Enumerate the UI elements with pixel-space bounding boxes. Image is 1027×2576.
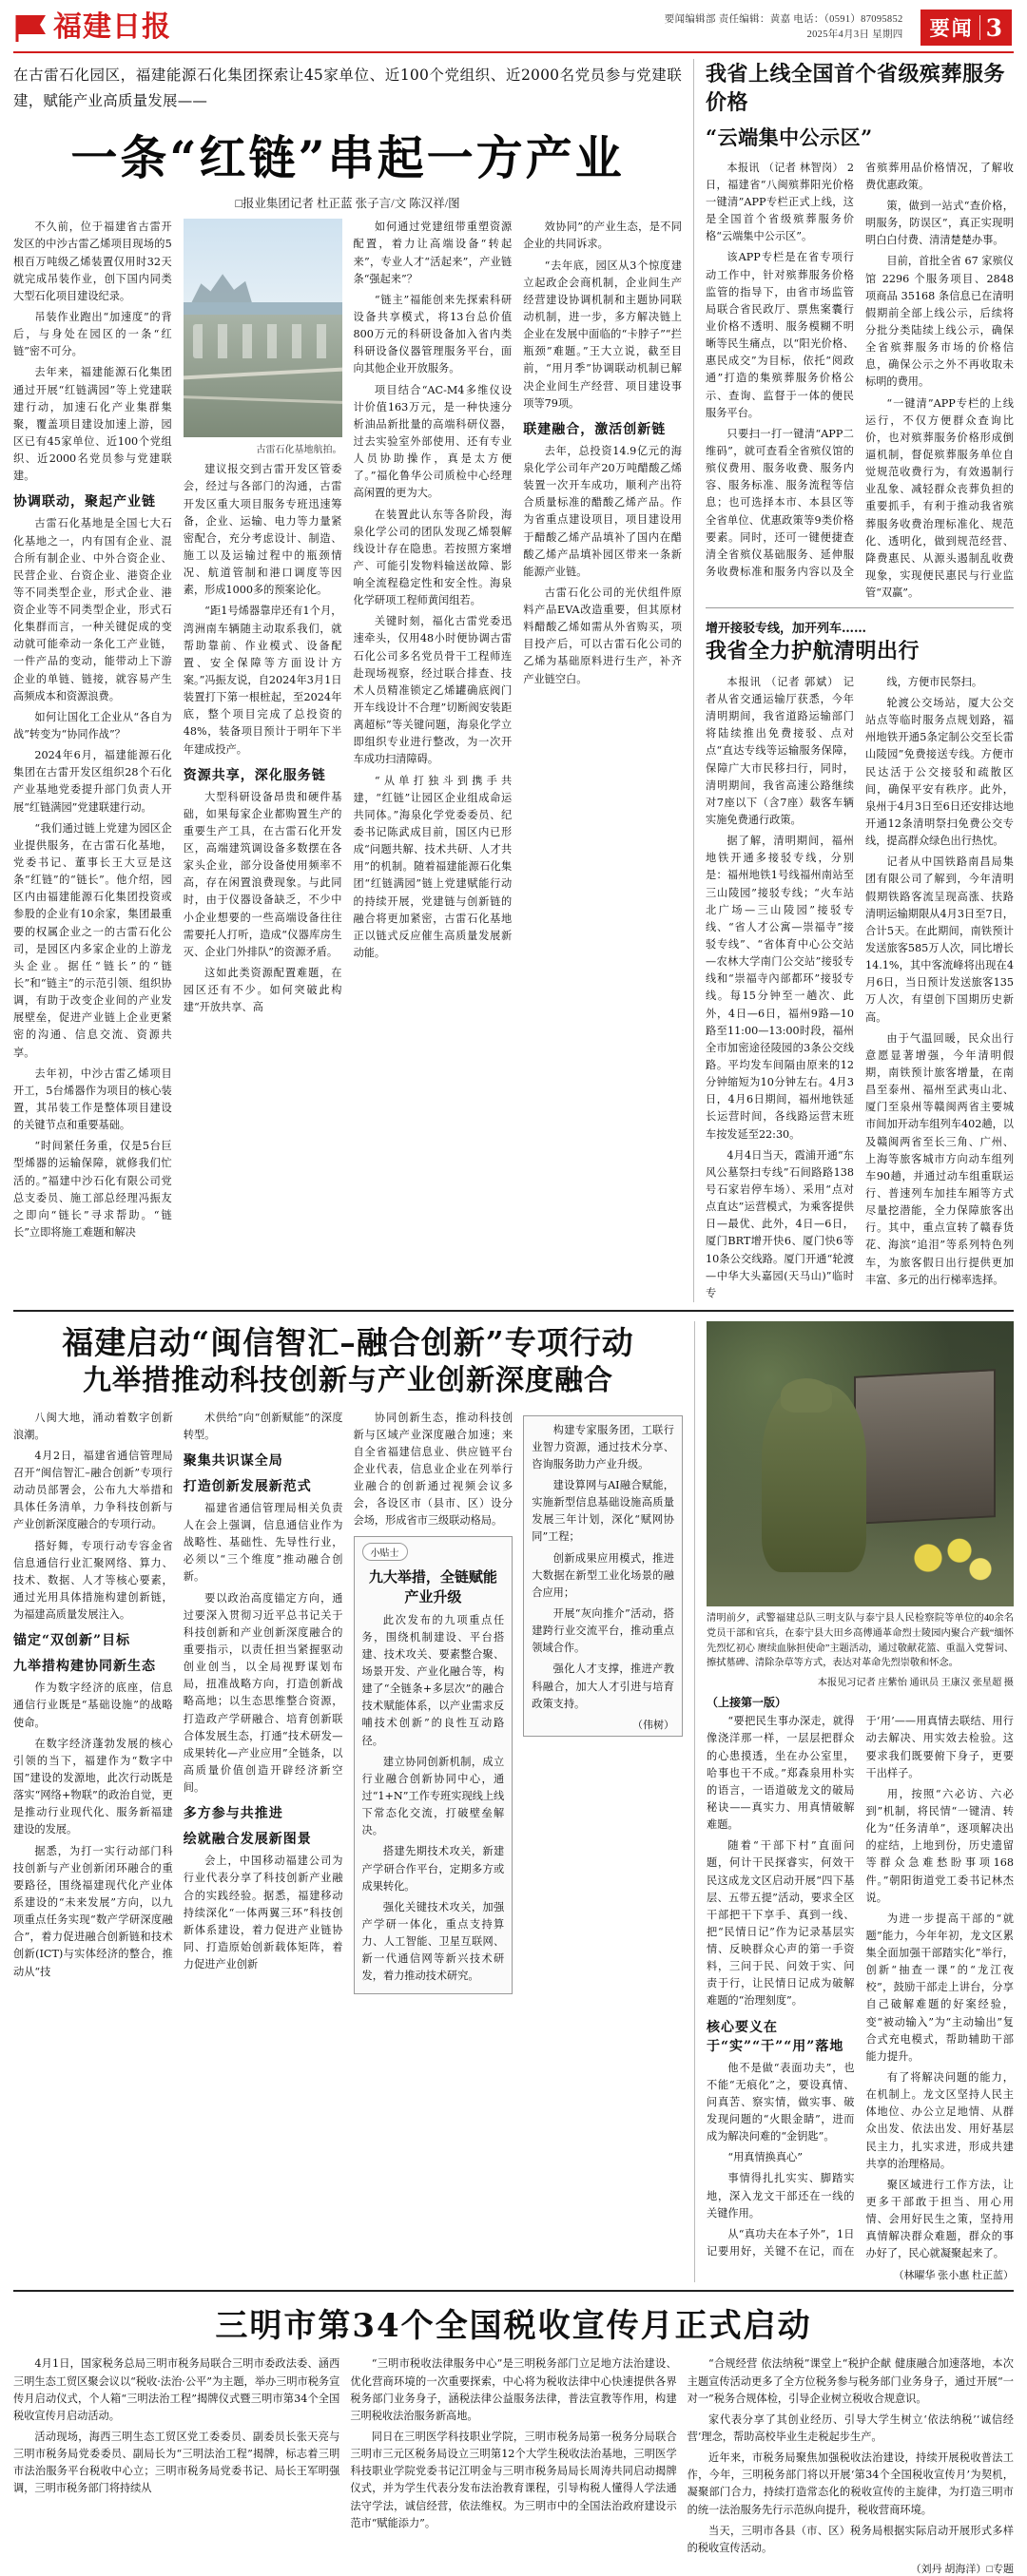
paragraph: 如何通过党建纽带重塑资源配置，着力让高端设备“转起来”，专业人才“活起来”，产业链条“强起来”？ [353,221,513,285]
tip-box [354,1536,514,1994]
paragraph: 构建专家服务团，工联行业智力资源，通过技术分享、咨询服务助力产业升级。 [532,1423,674,1471]
paragraph: 建设算网与AI融合赋能，实施新型信息基础设施高质量发展三年计划，深化“赋网协同”工程； [532,1479,674,1544]
lead-columns [13,219,682,1245]
mid-col-1 [13,1410,173,1994]
section-name: 要闻 [929,16,974,40]
paragraph: 本报讯 （记者 郭斌） 记者从省交通运输厅获悉，今年清明期间，我省道路运输部门将陆续推出免费接驳、点对点“直达专线等运输服务保障，保障广大市民移扫行，同时，清明期间，我省高速公路继续对7座以下（含7座）载客车辆实施免费通行政策。 [706,675,854,827]
paragraph: 家代表分享了其创业经历、引导大学生树立‘依法纳税’‘诚信经营’理念，帮助高校毕业生走税起步生产。 [687,2413,1014,2443]
paragraph: 术供给”向“创新赋能”的深度转型。 [183,1411,343,1441]
right-article-1-body [706,160,1014,603]
continued-subhead: 核心要义在于“实”“干”“用”落地 [707,2019,844,2054]
paragraph: 他不是做“表面功夫”，也不能“无痕化”之，要设真情、问真苦、察实情，做实事、破发现问题的“火眼金睛”，进而成为解决问难的“金钥匙”。 [707,2061,855,2143]
lead-subhead-3: 联建融合，激活创新链 [523,421,667,437]
bottom-col-2 [350,2355,676,2576]
middle-title-line2: 九举措推动科技创新与产业创新深度融合 [83,1364,613,1398]
paragraph: 该APP专栏是在省专项行动工作中，针对殡葬服务价格监管的指导下，由省市场监管局联合省民政厅、票焦案囊行业价格不透明、服务模糊不明晰等民生痛点，以“阳光价格、惠民成交”为目标，依托“阅政通”打造的集殡葬服务价格公示、查询、监督于一体的便民服务平台。 [706,251,854,419]
paragraph: 去年来，福建能源石化集团通过开展“红链满园”等上党建联建行动，加速石化产业集群集聚，覆盖项目建设加速上游，园区已有45家单位、近100个党组织、近2000名党员参与党建联建。 [13,366,172,483]
paragraph: 只要扫一打一键清“APP二维码”，就可查看全省殡仪馆的殡仪费用、服务收费、服务内容、服务标准、服务流程等信息；也可选择本市、本县区等全省单位、优惠政策等9类价格要素。同时，还可一键便捷查清全省殡仪基础服务、延伸服务收费标准和服务内容以及全省殡葬用品价格情况，了解收费优惠政策。 [706,161,1014,578]
right-article-2-kicker: 增开接驳专线，加开列车…… [706,622,867,637]
bottom-signature: （刘丹 胡海洋）□专题 [910,2563,1014,2575]
mid-subhead-1a: 锚定“双创新”目标 [13,1633,131,1649]
section-divider [13,1310,1014,1312]
paragraph: 项目结合“AC-M4多维仪设计价值163万元，是一种快速分析油品新批量的高端科研仪器，过去实验室外部使用、还有专业人员协助操作，真是太方便了。”福化鲁华公司质检中心经理高闲置的更为大。 [353,383,513,500]
lead-subhead-2: 资源共享，深化服务链 [183,767,326,783]
paragraph: 记者从中国铁路南昌局集团有限公司了解到，今年清明假期铁路客流呈现高涨、扶路清明运输期限从4月3日至7日，合计5天。在此期间，南铁预计发送旅客585万人次，同比增长14.1%，其中客流峰将出现在4月6日，当日预计发送旅客135万人次，有望创下国期历史新高。 [865,855,1014,1024]
paragraph: “链主”福能创来先探索科研设备共享模式，将13台总价值800万元的科研设备加入省内类科研设备仪器管理服务平台，面向其他企业开放服务。 [353,293,513,375]
paragraph: 随着“干部下村”直面问题，何计干民探睿实，何效干民这成龙文区启动开展“四下基层、五带五提”活动，要求全区干部把干下享手、真到一线、把“民情日记”作为记录基层实情、反映群众心声的第一手资料，三问于民、问效于实、问责于行，让民情日记成为破解难题的“治理刻度”。 [707,1839,855,2008]
right-column [694,59,1014,1302]
masthead-right [665,10,1012,46]
masthead-meta [665,10,911,46]
paragraph: 为进一步提高干部的“就题”能力，今年年初，龙文区累集全面加强干部踏实化”举行，创新“抽查一课”的“龙江夜校”，鼓励干部走上讲台，分享自己破解难题的好案经验，变“被动输入”为“主动输出”复合式充电模式，帮助辅助干部能力提升。 [865,1912,1014,2063]
bottom-article [13,2299,1014,2576]
paragraph: 协同创新生态，推动科技创新与区域产业深度融合加速；来自全省福建信息业、供应链平台企业代表，信息业企业在列举行业融合的创新通过视频会议多会，各设区市（县市、区）设分会场，形成省市三级联动格局。 [353,1411,514,1528]
tip-signature: （伟树） [632,1719,674,1731]
bottom-columns [13,2355,1014,2576]
paragraph: 创新成果应用模式，推进大数据在新型工业化场景的融合应用； [532,1551,674,1599]
lead-kicker: 在古雷石化园区，福建能源石化集团探索让45家单位、近100个党组织、近2000名党员参与党建联建，赋能产业高质量发展—— [13,67,682,110]
paragraph: 搭建先期技术攻关，新建产学研合作平台，定期多方或成果转化。 [361,1845,505,1893]
mid-subhead-3b: 绘就融合发展新图景 [183,1832,312,1848]
paragraph: “距1号烯器靠岸还有1个月，湾洲南车辆随主动取系我们，就帮助靠前、作业模式、设备配置、安全保障等方面设计方案。”冯振友说，自2024年3月1日装置打下第一根桩起，至2024年底，整个项目完成了总投资的48%，装备项目预计于明年下半年建成投产。 [183,605,342,756]
lead-col-3 [354,219,513,1245]
paragraph: “三明市税收法律服务中心”是三明税务部门立足地方法治建设、优化营商环境的一次重要探索，中心将为税收法律中心快速提供各界税务部门业务身子，涵税法律公益服务法律，普法宣教等作用，构建三明税收法治服务新高地。 [350,2357,677,2422]
paragraph: 聚区域进行工作方法，让更多干部敢于担当、用心用情、会用好民生之策，坚持用真情解决群众难题，群众的事办好了，民心就凝聚起来了。 [865,2178,1014,2260]
paragraph: 策，做到一站式“查价格，明服务，防误区”，真正实现明明白白付费、清清楚楚办事。 [865,200,1014,247]
paragraph: 去年，总投资14.9亿元的海泉化学公司年产20万吨醋酸乙烯装置一次开车成功，顺利产出符合质量标准的醋酸乙烯产品。作为省重点建设项目，项目建设用于醋酸乙烯产品填补了国内在醋酸乙烯产品填补园区带来一条新能源产业链。 [523,444,682,578]
paragraph: 有了将解决问题的能力，在机制上。龙文区坚持人民主体地位、办公立足地情、从群众出发、依法出发、用好基层民主力，扎实求进，形成共建共享的治理格局。 [865,2071,1014,2170]
paragraph: 本报讯 （记者 林智岗） 2日，福建省“八闽殡葬阳光价格一键清”APP专栏正式上线，这是全国首个省级殡葬服务价格“云端集中公示区”。 [706,161,854,243]
paragraph: 强化人才支撑，推进产教科融合，加大人才引进与培育政策支持。 [532,1663,674,1710]
paragraph: 由于气温回暖，民众出行意愿显著增强，今年清明假期，南铁预计旅客增量，在南昌至泰州、福州至武夷山北、厦门至泉州等赣闽两省主要城市间加开动车组列车402趟，以及赣闽两省至长三角、广州、上海等旅客城市方向动车组列车90趟，并通过动车组重联运行、普速列车加挂车厢等方式尽量挖潜能，全力保障旅客出行。其中，重点宣转了赣春货花、海滨“追泪”等系列特色列车，为旅客假日出行提供更加丰富、多元的出行梯率选择。 [865,1031,1014,1286]
bottom-col-3 [688,2355,1014,2576]
middle-columns [13,1410,683,1994]
paragraph: 事情得扎扎实实、脚踏实地，深入龙文干部还在一线的关键作用。 [707,2172,855,2220]
bottom-title: 三明市第34个全国税收宣传月正式启动 [215,2307,812,2346]
paragraph: 八闽大地，涌动着数字创新浪潮。 [13,1411,173,1441]
paragraph: 大型科研设备昂贵和硬件基础，如果每家企业都购置生产的重要生产工具，在古雷石化开发区，高端建筑调设备多数摆在各家头企业，部分设备使用频率不高，存在闲置浪费现象。与此同时，由于仪器设备缺乏，不少中小企业想要的一些高端设备往往需要托人打听，造成“仪器库房生灭、企业门外排队”的资源矛盾。 [183,790,342,958]
paragraph: 这如此类资源配置难题，在园区还有不少。如何突破此构建“开放共享、高 [183,967,342,1014]
paragraph: 古雷石化基地是全国七大石化基地之一，内有国有企业、混合所有制企业、中外合资企业、民营企业、台资企业、港资企业等不同类型企业，形式企业、港资企业等不同类型企业，形式石化集群而言，一种关键促成的变动就可能牵动一条化工产业链，一件产品的变动，能带动上下游企业的单链、链接，就容易产生高频成本和资源浪费。 [13,517,172,702]
right-article-2-title: 我省全力护航清明出行 [706,639,920,664]
paragraph: “一键清”APP专栏的上线运行，不仅方便群众查询比价，也对殡葬服务价格形成倒逼机制，督促殡葬服务单位自觉规范收费行为，有效遏制行业乱象、减轻群众丧葬负担的重要抓手，有利于推动我省殡葬服务收费治理标准化、规范化、透明化，做到规范经营、降费惠民、从源头遏制乱收费现象，实现便民惠民与行业监管“双赢”。 [865,396,1014,600]
paragraph: 建立协同创新机制，成立行业融合创新协同中心，通过“1+N”工作专班实现线上线下常态化交流，打破壁垒解决。 [361,1755,505,1837]
tip-title: 九大举措，全链赋能产业升级 [368,1567,497,1605]
memorial-photo [707,1321,1014,1606]
masthead [13,0,1014,53]
paragraph: 用，按照“六必访、六必到”机制，将民情“一键清、转化为“任务清单”，逐项解决出的症结，上地到份，历史遗留等群众急难愁盼事项168件。”朝阳街道党工委书记林杰说。 [865,1787,1014,1904]
paragraph: 轮渡公交场站，厦大公交站点等临时服务点规划路，福州地铁开通5条定制公交至长雷山陵园”免费接送专线。方便市民达活于公交接驳和疏散区间，确保平安有秩序。此外，泉州于4月3日至6日还安排达地开通12条清明祭扫免费公交专线，提高群众绿色出行热忱。 [865,697,1014,848]
paragraph: “我们通过链上党建为园区企业提供服务，在古雷石化基地，党委书记、董事长王大豆是这条“红链”的“链长”。他介绍，园区内由福建能源石化集团投资或参股的企业有10余家，集团最重要的权属企业之一的古雷石化公司，是园区内多家企业的上游龙头企业。据任“链长”的“链长”和“链主”的示范引领、组织协调，有助于改变企业间的产业发展壁垒，促进产业链上企业更紧密的沟通、信息交流、资源共享。 [13,821,172,1059]
paragraph: 从“真功夫在本子外”，1日记要用好，关键不在记，而在于‘用’——用真情去联结、用行动去解决、用实效去检验。这要求我们既要俯下身子，更要干出样子。 [707,1715,1014,2259]
paragraph: 此次发布的九项重点任务，围绕机制建设、平台搭建、技术攻关、要素整合聚、场景开发、产业化融合等，构建了“全链条+多层次”的融合技术赋能体系，以产业需求反哺技术创新”的良性互动路径。 [361,1613,505,1747]
mid-subhead-3a: 多方参与共推进 [183,1806,283,1822]
bottom-col-1 [13,2355,339,2576]
paragraph: 目前，首批全省 67 家殡仪馆 2296 个服务项目、2848 项商品 35168 条信息已在清明假期前全部上线公示，后续将分批分类陆续上线公示，确保全省殡葬服务市场的价格信息，确保公示之外不再收取未标明的费用。 [865,255,1014,389]
mid-col-3 [354,1410,514,1994]
paragraph: 开展“灰向推介”活动，搭建跨行业交流平台，推动重点领域合作。 [532,1607,674,1655]
paragraph: 福建省通信管理局相关负责人在会上强调，信息通信业作为战略性、基础性、先导性行业，必须以“三个维度”推动融合创新。 [183,1501,343,1584]
paragraph: “从单打独斗到携手共建，“红链”让园区企业组成命运共同体。”海泉化学党委委员、纪委书记陈武成目前，国区内已形成“问题共解、技术共研、人才共用”的机制。随着福建能源石化集团“红链满园”链上党建赋能行动的持续开展，党建链与创新链的融合将更加紧密，古雷石化基地正以链式反应催生高质量发展新动能。 [353,774,513,960]
paragraph: 当天，三明市各县（市、区）税务局根据实际启动开展形式多样的税收宣传活动。 [687,2524,1014,2554]
newspaper-logo [15,11,171,44]
tip-label: 小贴士 [362,1543,408,1561]
date-line: 2025年4月3日 星期四 [806,29,903,40]
lead-photo-caption: 古雷石化基地航拍。 [256,445,342,456]
paragraph: 效协同”的产业生态，是不同企业的共同诉求。 [523,221,682,251]
mid-subhead-2b: 打造创新发展新范式 [183,1478,312,1494]
lead-col-4 [523,219,682,1245]
lead-headline: 一条“红链”串起一方产业 [70,130,625,186]
bottom-divider [13,2290,1014,2292]
mid-col-2 [184,1410,343,1994]
paragraph: 据悉，为打一实行动部门科技创新与产业创新闭环融合的重要路径，围绕福建现代化产业体系建设的“未来发展”方向，以九项重点任务实现“数产学研深度融合”，着力促进融合创新链和技术创新(ICT)与实体经济的整合，推动从“技 [13,1844,173,1978]
paragraph: 2024年6月，福建能源石化集团在古雷开发区组织28个石化产业基地党委提升部门负责人开展“红链满园”党建联建行动。 [13,749,172,814]
paragraph: “时间紧任务重，仅是5台巨型烯器的运输保障，就修我们忙活的。”福建中沙石化有限公司党总支委员、施工部总经理冯振友之即向“链长”寻求帮助。“链长”立即将施工难题和解决 [13,1140,172,1239]
paragraph: 去年初，中沙古雷乙烯项目开工，5台烯器作为项目的核心装置，其吊装工作是整体项目建设的关键节点和重要基础。 [13,1067,172,1132]
flag-icon [15,11,48,44]
paragraph: 强化关键技术攻关，加强产学研一体化，重点支持算力、人工智能、卫星互联网、新一代通信网等新兴技术研发，着力推动技术研究。 [361,1900,505,1983]
divider [706,607,1014,608]
paragraph: “要把民生事办深走，就得像浇洋那一样，一层层把群众的心患摸透，坐在办公室里，哈事也干不成。”郑森泉用朴实的语言，一语道破龙文的破局秘诀——真实力、用真情破解难题。 [707,1715,855,1832]
memorial-photo-credit: 本报见习记者 庄紫怡 通讯员 王康汉 张星超 摄 [817,1678,1014,1689]
continued-body [707,1713,1014,2263]
memorial-photo-caption: 清明前夕，武警福建总队三明支队与泰宁县人民检察院等单位的40余名党员干部和官兵，在泰宁县大田乡高傅通革命烈士陵园内聚合产载“缅怀先烈忆初心 赓续血脉担使命”主题活动，通过敬献花篮、重温入党誓词、擦拭墓碑、清除杂草等方式，表达对革命先烈崇敬和怀念。 [707,1612,1014,1669]
mid-subhead-2a: 聚集共识谋全局 [183,1452,283,1469]
middle-title [13,1323,683,1400]
right-article-1-title-line1: 我省上线全国首个省级殡葬服务价格 [706,62,1006,115]
paragraph: 如何让国化工企业从“各自为战”转变为“协同作战”？ [13,710,172,741]
page-number: 3 [985,13,1002,42]
lead-col-2 [184,219,342,1245]
paragraph: 古雷石化公司的光伏组件原料产品EVA改造重要，但其原材料醋酸乙烯如需从外省购买，项目投产后，可以古雷石化公司的乙烯为基础原料进行生产，补齐产业链空白。 [523,586,682,685]
paragraph: 线，方便市民祭扫。 [886,675,983,688]
logo-text: 福建日报 [53,10,171,44]
top-area [13,59,1014,1302]
continued-signature: （林曜华 张小惠 杜正蓝） [893,2270,1014,2282]
editor-line: 要闻编辑部 责任编辑：黄嘉 电话：（0591）87095852 [664,14,903,25]
middle-area [13,1321,1014,2282]
paragraph: 要以政治高度锚定方向，通过要深入贯彻习近平总书记关于科技创新和产业创新深度融合的重要指示，以责任担当紧握驱动创业创当，以全局视野谋划布局，扭准战略方向，打造创新战略高地；以生态思维整合资源，打造政产学研融合、培育创新联合体发展生态，打通“技术研发—成果转化—产业应用”全链条，以高质量价值创造开辟经济新空间。 [183,1591,343,1795]
middle-right-column [694,1321,1014,2282]
paragraph: 4月4日当天，霞浦开通“东风公墓祭扫专线”石间路路138号石家岩停车场）、采用“点对点直达”运营模式，为乘客提供日—最优、此外，4日—6日，厦门BRT增开快6、厦门快6等10条公交线路。厦门开通“轮渡—中华大头嘉园(天马山)”临时专 [706,1148,854,1299]
paragraph: 作为数字经济的底座，信息通信行业既是“基础设施”的战略使命。 [13,1682,173,1729]
continued-label: （上接第一版） [707,1696,787,1710]
paragraph: 在装置此认东等各阶段，海泉化学公司的团队发现乙烯裂解线设计存在隐患。若按照方案增产、可能引发物料输送故障、影响全流程稳定性和安全性。海泉化学研项工程师黄闰组若。 [353,508,513,607]
paragraph: “用真情换真心” [727,2151,803,2164]
lead-subhead-1: 协调联动，聚起产业链 [13,494,156,510]
paragraph: 4月2日，福建省通信管理局召开“闽信智汇–融合创新”专项行动动员部署会，公布九大举措和具体任务清单，力争科技创新与产业创新深度融合的专项行动。 [13,1449,173,1531]
section-badge [920,10,1012,46]
paragraph: “去年底，园区从3个惊度建立起政企会商机制，企业间生产经营建设协调机制和主题协同联动机制，进一步，多方解决链上企业在发展中面临的“卡脖子”“拦瓶颈”难题。”王大立说，截至目前，“用月季”协调联动机制已解决企业间生产经营、项目建设事项等79项。 [523,259,682,410]
paragraph: 吊装作业跑出“加速度”的背后，与身处在园区的一条“红链”密不可分。 [13,310,172,358]
paragraph: 4月1日，国家税务总局三明市税务局联合三明市委政法委、涵西三明生态工贸区聚会议以“税收·法治·公平”为主题，举办三明市税务宣传月启动仪式，个人箱“三明法治工程”揭牌仪式暨三明市第34个全国税收宣传月启动活动。 [13,2357,340,2422]
lead-article [13,59,694,1302]
paragraph: 建议报交到古雷开发区管委会，经过与各部门的沟通，古雷开发区重大项目服务专班迅速筹备，企业、运输、电力等力量紧密配合，充分考虑设计、制造、施工以及运输过程中的瓶颈情况、航道管制和港口调度等因素，形成1000多的预案论化。 [183,463,342,597]
paragraph: 据了解，清明期间，福州地铁开通多接驳专线，分别是：福州地铁1号线福州南站至三山陵园”接驳专线；“火车站北广场—三山陵园”接驳专线、“省人才公寓—崇福寺”接驳专线”、“省体育中心公交站—农林大学南门公交站”接驳专线和“崇福寺內部都环”接驳专线。每15分钟至一趟次、此外，4日—6日，福州9路—10路至11:00—13:00时段，福州全市加密途径陵园的3条公交线路。平均发车间隔由原来的12分钟缩短为10分钟左右。4月3日，4月6日期间，福州地铁延长运营时间，各线路运营末班车按发延至22:30。 [706,835,854,1141]
right-article-1-title-line2: “云端集中公示区” [706,125,873,150]
right-article-2-body [706,674,1014,1302]
paragraph: 搭好舞，专项行动专容金省信息通信行业汇聚网络、算力、技术、数据、人才等核心要素，通过光用具体措施构建创新链，为福建高质量发展注入。 [13,1539,173,1622]
tip-box-continued [523,1415,683,1737]
paragraph: 近年来，市税务局聚焦加强税收法治建设，持续开展税收普法工作，今年，三明税务部门将以开展‘第34个全国税收宣传月’为契机，凝聚部门合力，持续打造常态化的税收宣传的主旋律，为打造三明市的统一法治服务先行示范纵向提升，税收营商环境。 [687,2451,1014,2516]
mid-col-4 [523,1410,683,1994]
mid-subhead-1b: 九举措构建协同新生态 [13,1659,156,1675]
paragraph: 不久前，位于福建省古雷开发区的中沙古雷乙烯项目现场的5根百万吨级乙烯装置仅用时32天就完成吊装作业，创下国内同类大型石化项目建设纪录。 [13,221,172,302]
paragraph: 关键时刻，福化古雷党委迅速牵头，仅用48小时便协调古雷石化公司多名党员骨干工程师连赴现场视察，经过联合排查、技术人员精准锁定乙烯罐确底阀门开车线设计不合理”切断阀安装距离超标”等关键问题，海泉化学立即组织专业进行整改，为一次开车成功扫清障碍。 [353,615,513,766]
lead-photo [184,219,342,437]
paragraph: 会上，中国移动福建公司为行业代表分享了科技创新产业融合的实践经验。据悉，福建移动持续深化“一体两翼三环”科技创新体系建设，着力促进产业链协同、打造原始创新载体矩阵，着力促进产业创新 [183,1855,343,1971]
paragraph: 活动现场，海西三明生态工贸区党工委委员、副委员长张天亮与三明市税务局党委委员、副局长为“三明法治工程”揭牌，标志着三明市法治服务平台税收中心立；三明市税务局党委书记、局长王军明强调，三明市税务部门将持续从 [13,2430,340,2495]
paragraph: “合规经营 依法纳税”课堂上“税护企献 健康融合加速落地，本次主题宣传活动更多了全方位税务参与税务部门业务身子，通过开展“一对一”税务合规体检，引导企业树立税收合规意识。 [687,2357,1014,2405]
middle-article [13,1321,694,2282]
paragraph: 同日在三明医学科技职业学院，三明市税务局第一税务分局联合三明市三元区税务局设立三明第12个大学生税收法治基地，三明医学科技职业学院党委书记江明金与三明市税务局局长周涛共同启动揭牌仪式，并为学生代表分发布法治教育课程，引导构税人懂得人学法通法守学法，诚信经营，依法维权。为三明市中的全国法治政府建设示范市“赋能添力”。 [350,2430,677,2529]
lead-byline: □报业集团记者 杜正蓝 张子言/文 陈汉祥/图 [235,197,460,211]
lead-col-1 [13,219,172,1245]
paragraph: 在数字经济蓬勃发展的核心引领的当下，福建作为“数字中国”建设的发源地，此次行动既是落实“网络+物联”的政治自觉，更是推动行业现代化、服务新福建建设的发展。 [13,1737,173,1836]
badge-divider [979,15,980,40]
middle-title-line1: 福建启动“闽信智汇–融合创新”专项行动 [62,1323,634,1361]
